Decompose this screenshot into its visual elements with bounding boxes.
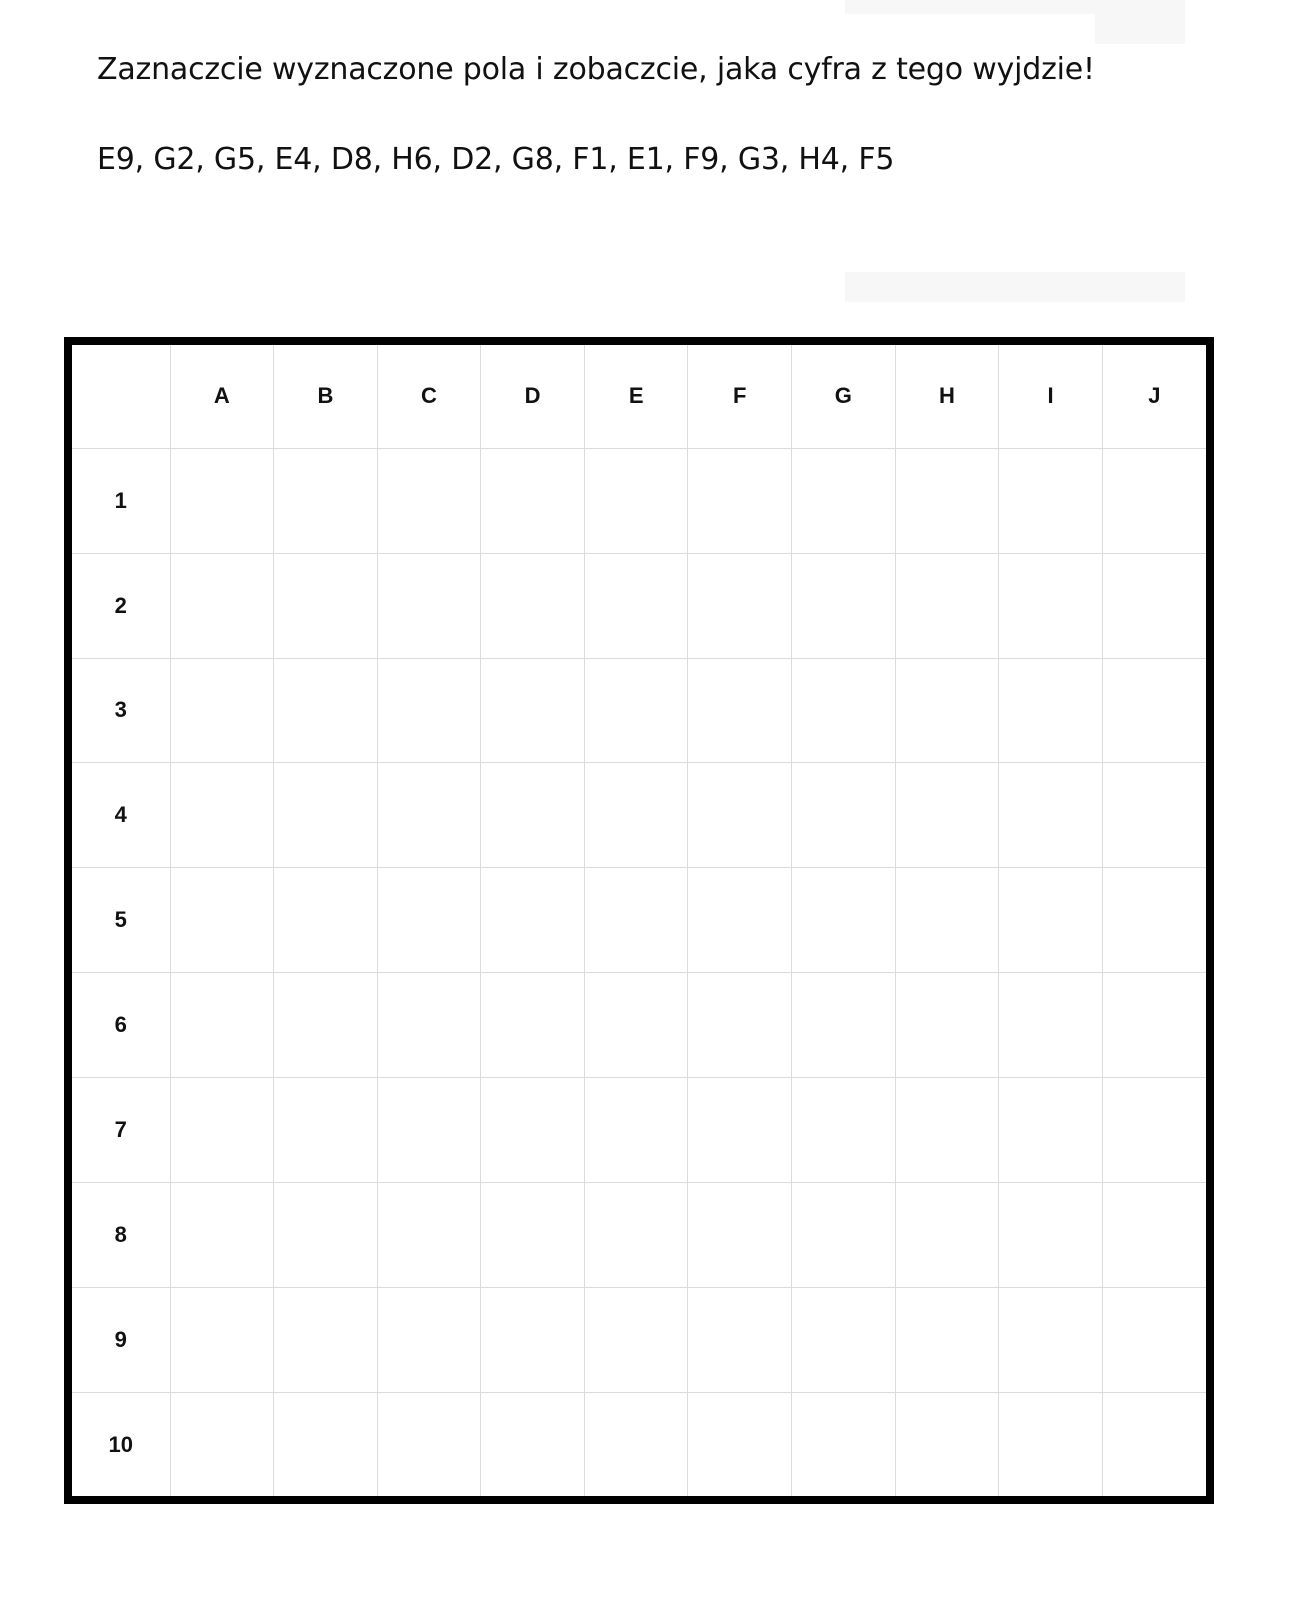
grid-cell-j2[interactable] (1102, 553, 1206, 658)
grid-row (72, 973, 1206, 1078)
grid-cell-d3[interactable] (481, 658, 585, 763)
column-header-a: A (170, 345, 274, 448)
grid-cell-h1[interactable] (895, 448, 999, 553)
grid-cell-a6[interactable] (170, 973, 274, 1078)
grid-cell-b10[interactable] (274, 1393, 378, 1496)
grid-cell-f7[interactable] (688, 1078, 792, 1183)
grid-cell-e4[interactable] (584, 763, 688, 868)
row-header-1: 1 (72, 448, 170, 553)
cells-to-mark-list: E9, G2, G5, E4, D8, H6, D2, G8, F1, E1, F9, G3, H4, F5 (97, 142, 895, 177)
grid-cell-b8[interactable] (274, 1183, 378, 1288)
grid-cell-b2[interactable] (274, 553, 378, 658)
row-header-8: 8 (72, 1183, 170, 1288)
column-header-f: F (688, 345, 792, 448)
grid-row (72, 1183, 1206, 1288)
grid-cell-f9[interactable] (688, 1288, 792, 1393)
grid-row (72, 553, 1206, 658)
grid-cell-h6[interactable] (895, 973, 999, 1078)
grid-row (72, 1078, 1206, 1183)
column-header-b: B (274, 345, 378, 448)
grid-cell-g3[interactable] (792, 658, 896, 763)
grid-cell-d10[interactable] (481, 1393, 585, 1496)
grid-cell-d5[interactable] (481, 868, 585, 973)
grid-cell-j6[interactable] (1102, 973, 1206, 1078)
grid-cell-f6[interactable] (688, 973, 792, 1078)
grid-cell-j4[interactable] (1102, 763, 1206, 868)
grid-cell-b4[interactable] (274, 763, 378, 868)
grid-frame (64, 337, 1214, 1504)
grid-cell-j10[interactable] (1102, 1393, 1206, 1496)
grid-cell-d4[interactable] (481, 763, 585, 868)
row-header-10: 10 (72, 1393, 170, 1496)
grid-cell-c5[interactable] (377, 868, 481, 973)
grid-cell-g2[interactable] (792, 553, 896, 658)
grid-cell-d2[interactable] (481, 553, 585, 658)
grid-cell-g10[interactable] (792, 1393, 896, 1496)
grid-cell-h7[interactable] (895, 1078, 999, 1183)
grid-cell-d6[interactable] (481, 973, 585, 1078)
grid-cell-i3[interactable] (999, 658, 1103, 763)
grid-cell-i9[interactable] (999, 1288, 1103, 1393)
grid-cell-f2[interactable] (688, 553, 792, 658)
row-header-7: 7 (72, 1078, 170, 1183)
grid-cell-a9[interactable] (170, 1288, 274, 1393)
grid-cell-e7[interactable] (584, 1078, 688, 1183)
grid-cell-h10[interactable] (895, 1393, 999, 1496)
grid-cell-g6[interactable] (792, 973, 896, 1078)
grid-cell-b3[interactable] (274, 658, 378, 763)
grid-cell-c3[interactable] (377, 658, 481, 763)
grid-cell-a10[interactable] (170, 1393, 274, 1496)
grid-cell-h2[interactable] (895, 553, 999, 658)
grid-cell-c9[interactable] (377, 1288, 481, 1393)
grid-cell-g9[interactable] (792, 1288, 896, 1393)
column-header-row (72, 345, 1206, 448)
grid-cell-g8[interactable] (792, 1183, 896, 1288)
grid-cell-h8[interactable] (895, 1183, 999, 1288)
grid-cell-i10[interactable] (999, 1393, 1103, 1496)
grid-cell-e2[interactable] (584, 553, 688, 658)
grid-cell-j9[interactable] (1102, 1288, 1206, 1393)
grid-cell-i1[interactable] (999, 448, 1103, 553)
grid-cell-h5[interactable] (895, 868, 999, 973)
grid-row (72, 448, 1206, 553)
grid-cell-a8[interactable] (170, 1183, 274, 1288)
grid-cell-j1[interactable] (1102, 448, 1206, 553)
grid-cell-g7[interactable] (792, 1078, 896, 1183)
grid-row (72, 868, 1206, 973)
grid-cell-d8[interactable] (481, 1183, 585, 1288)
grid-cell-i2[interactable] (999, 553, 1103, 658)
instruction-text: Zaznaczcie wyznaczone pola i zobaczcie, jaka cyfra z tego wyjdzie! (97, 52, 1095, 87)
coordinate-grid (72, 345, 1206, 1496)
corner-cell (72, 345, 170, 448)
grid-cell-i4[interactable] (999, 763, 1103, 868)
column-header-d: D (481, 345, 585, 448)
column-header-i: I (999, 345, 1103, 448)
grid-cell-j5[interactable] (1102, 868, 1206, 973)
grid-cell-c4[interactable] (377, 763, 481, 868)
grid-cell-e3[interactable] (584, 658, 688, 763)
column-header-j: J (1102, 345, 1206, 448)
faint-bar-top (845, 0, 1185, 14)
grid-cell-h9[interactable] (895, 1288, 999, 1393)
column-header-g: G (792, 345, 896, 448)
row-header-4: 4 (72, 763, 170, 868)
grid-cell-e1[interactable] (584, 448, 688, 553)
grid-cell-c8[interactable] (377, 1183, 481, 1288)
grid-cell-b6[interactable] (274, 973, 378, 1078)
grid-cell-b1[interactable] (274, 448, 378, 553)
grid-cell-j7[interactable] (1102, 1078, 1206, 1183)
grid-cell-f3[interactable] (688, 658, 792, 763)
grid-cell-c7[interactable] (377, 1078, 481, 1183)
grid-cell-c2[interactable] (377, 553, 481, 658)
grid-cell-f1[interactable] (688, 448, 792, 553)
grid-cell-c6[interactable] (377, 973, 481, 1078)
grid-cell-h4[interactable] (895, 763, 999, 868)
grid-cell-a2[interactable] (170, 553, 274, 658)
grid-cell-g4[interactable] (792, 763, 896, 868)
grid-cell-e5[interactable] (584, 868, 688, 973)
row-header-5: 5 (72, 868, 170, 973)
grid-cell-c1[interactable] (377, 448, 481, 553)
grid-cell-a1[interactable] (170, 448, 274, 553)
grid-cell-a3[interactable] (170, 658, 274, 763)
grid-cell-f10[interactable] (688, 1393, 792, 1496)
row-header-2: 2 (72, 553, 170, 658)
grid-cell-b5[interactable] (274, 868, 378, 973)
grid-cell-i5[interactable] (999, 868, 1103, 973)
grid-cell-d1[interactable] (481, 448, 585, 553)
grid-cell-e6[interactable] (584, 973, 688, 1078)
grid-cell-e8[interactable] (584, 1183, 688, 1288)
column-header-c: C (377, 345, 481, 448)
grid-cell-g5[interactable] (792, 868, 896, 973)
grid-cell-i7[interactable] (999, 1078, 1103, 1183)
grid-cell-j3[interactable] (1102, 658, 1206, 763)
column-header-h: H (895, 345, 999, 448)
column-header-e: E (584, 345, 688, 448)
grid-cell-f8[interactable] (688, 1183, 792, 1288)
grid-cell-h3[interactable] (895, 658, 999, 763)
row-header-3: 3 (72, 658, 170, 763)
grid-cell-j8[interactable] (1102, 1183, 1206, 1288)
faint-bar-top-small (1095, 14, 1185, 44)
grid-cell-f4[interactable] (688, 763, 792, 868)
grid-cell-f5[interactable] (688, 868, 792, 973)
grid-cell-b7[interactable] (274, 1078, 378, 1183)
row-header-9: 9 (72, 1288, 170, 1393)
grid-row (72, 1393, 1206, 1496)
grid-cell-a4[interactable] (170, 763, 274, 868)
grid-row (72, 658, 1206, 763)
grid-cell-a5[interactable] (170, 868, 274, 973)
grid-cell-a7[interactable] (170, 1078, 274, 1183)
grid-cell-d7[interactable] (481, 1078, 585, 1183)
grid-cell-g1[interactable] (792, 448, 896, 553)
grid-cell-e10[interactable] (584, 1393, 688, 1496)
grid-cell-d9[interactable] (481, 1288, 585, 1393)
row-header-6: 6 (72, 973, 170, 1078)
grid-cell-c10[interactable] (377, 1393, 481, 1496)
grid-cell-b9[interactable] (274, 1288, 378, 1393)
grid-cell-i8[interactable] (999, 1183, 1103, 1288)
grid-row (72, 1288, 1206, 1393)
grid-cell-i6[interactable] (999, 973, 1103, 1078)
grid-row (72, 763, 1206, 868)
faint-bar-middle (845, 272, 1185, 302)
grid-cell-e9[interactable] (584, 1288, 688, 1393)
